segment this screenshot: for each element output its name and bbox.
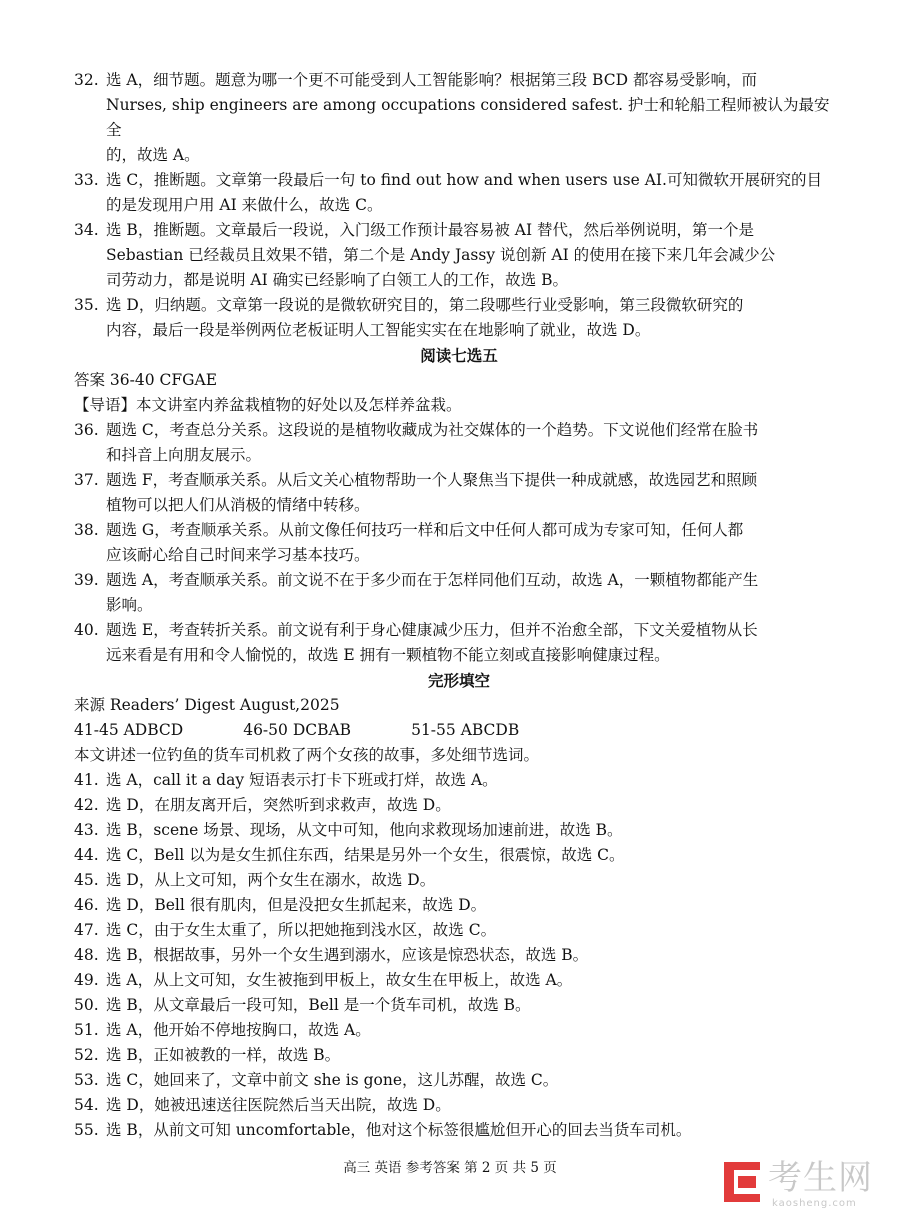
item-text-line: 选 D，归纳题。文章第一段说的是微软研究目的，第二段哪些行业受影响，第三段微软研究的 bbox=[106, 296, 744, 314]
item-number: 41. bbox=[74, 771, 99, 789]
item-number: 50. bbox=[74, 996, 99, 1014]
kaosheng-logo-icon bbox=[722, 1160, 764, 1204]
answer-item bbox=[74, 293, 844, 343]
answer-item bbox=[74, 518, 844, 568]
answer-item bbox=[74, 1043, 844, 1068]
item-number: 40. bbox=[74, 621, 99, 639]
item-text-line: Sebastian 已经裁员且效果不错，第二个是 Andy Jassy 说创新 AI 的使用在接下来几年会减少公 bbox=[106, 246, 776, 264]
item-text-line: Nurses, ship engineers are among occupations considered safest. 护士和轮船工程师被认为最安全 bbox=[106, 96, 830, 139]
item-text-line: 选 C，她回来了，文章中前文 she is gone，这儿苏醒，故选 C。 bbox=[106, 1071, 559, 1089]
answer-item bbox=[74, 918, 844, 943]
item-number: 34. bbox=[74, 221, 99, 239]
page-content bbox=[74, 68, 844, 1143]
item-number: 51. bbox=[74, 1021, 99, 1039]
answer-item bbox=[74, 868, 844, 893]
answer-item bbox=[74, 943, 844, 968]
item-text-line: 影响。 bbox=[106, 596, 153, 614]
item-text-line: 选 C，Bell 以为是女生抓住东西，结果是另外一个女生，很震惊，故选 C。 bbox=[106, 846, 625, 864]
item-text-line: 选 B，推断题。文章最后一段说，入门级工作预计最容易被 AI 替代，然后举例说明，第一个是 bbox=[106, 221, 754, 239]
item-text-line: 选 A，call it a day 短语表示打卡下班或打烊，故选 A。 bbox=[106, 771, 498, 789]
item-text-line: 选 A，他开始不停地按胸口，故选 A。 bbox=[106, 1021, 371, 1039]
answer-item bbox=[74, 168, 844, 218]
answer-item bbox=[74, 843, 844, 868]
item-number: 42. bbox=[74, 796, 99, 814]
answer-item bbox=[74, 793, 844, 818]
item-text-line: 选 B，从文章最后一段可知，Bell 是一个货车司机，故选 B。 bbox=[106, 996, 531, 1014]
answer-item bbox=[74, 1118, 844, 1143]
item-number: 53. bbox=[74, 1071, 99, 1089]
item-number: 54. bbox=[74, 1096, 99, 1114]
item-number: 55. bbox=[74, 1121, 99, 1139]
answer-item bbox=[74, 993, 844, 1018]
watermark-logo bbox=[722, 1158, 882, 1214]
item-number: 38. bbox=[74, 521, 99, 539]
cloze-answer-group: 41-45 ADBCD bbox=[74, 721, 184, 739]
item-number: 39. bbox=[74, 571, 99, 589]
item-number: 43. bbox=[74, 821, 99, 839]
item-text-line: 题选 E，考查转折关系。前文说有利于身心健康减少压力，但并不治愈全部，下文关爱植物从长 bbox=[106, 621, 758, 639]
item-number: 37. bbox=[74, 471, 99, 489]
section-heading-cloze: 完形填空 bbox=[427, 671, 490, 690]
answer-item bbox=[74, 893, 844, 918]
answer-item bbox=[74, 768, 844, 793]
item-text-line: 植物可以把人们从消极的情绪中转移。 bbox=[106, 496, 370, 514]
item-number: 52. bbox=[74, 1046, 99, 1064]
answer-item bbox=[74, 1018, 844, 1043]
cloze-source: 来源 Readers’ Digest August,2025 bbox=[74, 696, 340, 714]
reading-answers-32-35 bbox=[74, 68, 844, 343]
reading-answers-36-40 bbox=[74, 418, 844, 668]
answer-item bbox=[74, 968, 844, 993]
answer-line-36-40: 答案 36-40 CFGAE bbox=[74, 371, 218, 389]
page-footer: 高三 英语 参考答案 第 2 页 共 5 页 bbox=[343, 1160, 557, 1176]
watermark-text: 考生网 bbox=[768, 1158, 873, 1198]
item-text-line: 选 B，根据故事，另外一个女生遇到溺水，应该是惊恐状态，故选 B。 bbox=[106, 946, 589, 964]
item-text-line: 选 A，细节题。题意为哪一个更不可能受到人工智能影响？根据第三段 BCD 都容易受影响，而 bbox=[106, 71, 757, 89]
item-text-line: 选 D，从上文可知，两个女生在溺水，故选 D。 bbox=[106, 871, 436, 889]
answer-item bbox=[74, 468, 844, 518]
item-text-line: 题选 A，考查顺承关系。前文说不在于多少而在于怎样同他们互动，故选 A，一颗植物都能产生 bbox=[106, 571, 759, 589]
item-number: 36. bbox=[74, 421, 99, 439]
cloze-intro: 本文讲述一位钓鱼的货车司机救了两个女孩的故事，多处细节选词。 bbox=[74, 746, 540, 764]
item-text-line: 的，故选 A。 bbox=[106, 146, 200, 164]
item-text-line: 远来看是有用和令人愉悦的，故选 E 拥有一颗植物不能立刻或直接影响健康过程。 bbox=[106, 646, 670, 664]
item-text-line: 应该耐心给自己时间来学习基本技巧。 bbox=[106, 546, 370, 564]
item-text-line: 的是发现用户用 AI 来做什么，故选 C。 bbox=[106, 196, 383, 214]
item-text-line: 选 C，推断题。文章第一段最后一句 to find out how and when users use AI.可知微软开展研究的目 bbox=[106, 171, 822, 189]
cloze-answers-41-55 bbox=[74, 768, 844, 1143]
item-number: 47. bbox=[74, 921, 99, 939]
answer-item bbox=[74, 1068, 844, 1093]
item-number: 32. bbox=[74, 71, 99, 89]
item-text-line: 选 D，Bell 很有肌肉，但是没把女生抓起来，故选 D。 bbox=[106, 896, 487, 914]
answer-item bbox=[74, 568, 844, 618]
section-heading-reading: 阅读七选五 bbox=[420, 346, 498, 365]
cloze-answer-group: 46-50 DCBAB bbox=[243, 721, 352, 739]
cloze-answer-group: 51-55 ABCDB bbox=[411, 721, 520, 739]
item-text-line: 题选 C，考查总分关系。这段说的是植物收藏成为社交媒体的一个趋势。下文说他们经常在脸书 bbox=[106, 421, 759, 439]
item-text-line: 选 D，在朋友离开后，突然听到求救声，故选 D。 bbox=[106, 796, 451, 814]
item-text-line: 内容，最后一段是举例两位老板证明人工智能实实在在地影响了就业，故选 D。 bbox=[106, 321, 651, 339]
item-text-line: 和抖音上向朋友展示。 bbox=[106, 446, 262, 464]
item-text-line: 选 A，从上文可知，女生被拖到甲板上，故女生在甲板上，故选 A。 bbox=[106, 971, 573, 989]
item-number: 46. bbox=[74, 896, 99, 914]
cloze-answer-row bbox=[74, 718, 844, 743]
item-number: 49. bbox=[74, 971, 99, 989]
item-text-line: 选 D，她被迅速送往医院然后当天出院，故选 D。 bbox=[106, 1096, 451, 1114]
item-text-line: 题选 G，考查顺承关系。从前文像任何技巧一样和后文中任何人都可成为专家可知，任何人都 bbox=[106, 521, 744, 539]
item-number: 44. bbox=[74, 846, 99, 864]
item-text-line: 选 B，正如被教的一样，故选 B。 bbox=[106, 1046, 341, 1064]
answer-item bbox=[74, 1093, 844, 1118]
item-text-line: 司劳动力，都是说明 AI 确实已经影响了白领工人的工作，故选 B。 bbox=[106, 271, 568, 289]
answer-item bbox=[74, 818, 844, 843]
item-number: 45. bbox=[74, 871, 99, 889]
answer-item bbox=[74, 618, 844, 668]
item-text-line: 题选 F，考查顺承关系。从后文关心植物帮助一个人聚焦当下提供一种成就感，故选园艺和照顾 bbox=[106, 471, 758, 489]
item-text-line: 选 B，从前文可知 uncomfortable，他对这个标签很尴尬但开心的回去当货车司机。 bbox=[106, 1121, 692, 1139]
item-number: 33. bbox=[74, 171, 99, 189]
item-text-line: 选 C，由于女生太重了，所以把她拖到浅水区，故选 C。 bbox=[106, 921, 497, 939]
item-number: 48. bbox=[74, 946, 99, 964]
answer-item bbox=[74, 68, 844, 168]
answer-item bbox=[74, 218, 844, 293]
item-number: 35. bbox=[74, 296, 99, 314]
item-text-line: 选 B，scene 场景、现场，从文中可知，他向求救现场加速前进，故选 B。 bbox=[106, 821, 623, 839]
answer-item bbox=[74, 418, 844, 468]
reading-intro: 【导语】本文讲室内养盆栽植物的好处以及怎样养盆栽。 bbox=[74, 396, 462, 414]
watermark-url: kaosheng.com bbox=[772, 1198, 857, 1209]
